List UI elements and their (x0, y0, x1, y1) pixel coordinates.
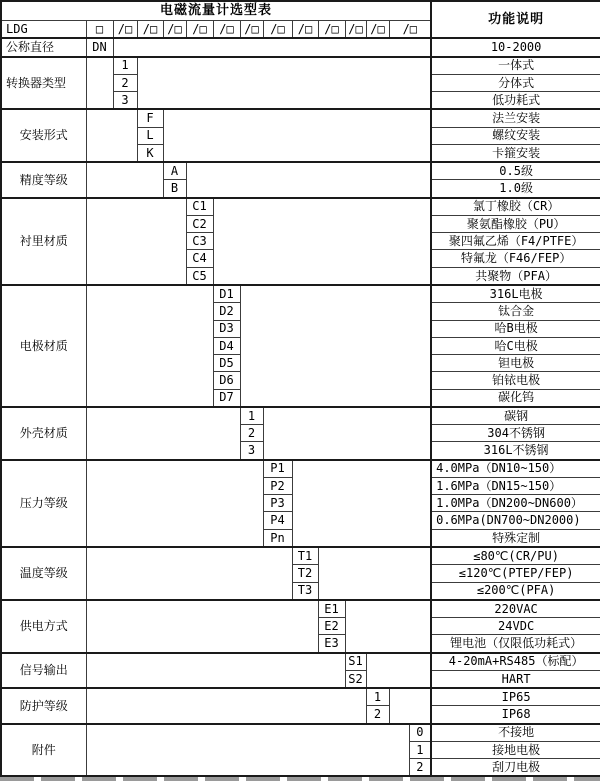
option-code-cell: D1 (213, 285, 240, 303)
option-desc-cell: 4.0MPa（DN10~150） (431, 460, 600, 478)
section-row (1, 724, 600, 742)
option-desc-cell: 钛合金 (431, 303, 600, 320)
option-desc-cell: 锂电池（仅限低功耗式） (431, 635, 600, 653)
option-code-cell: D2 (213, 303, 240, 320)
option-code-cell: C3 (186, 233, 213, 250)
option-desc-cell: 316L不锈钢 (431, 442, 600, 460)
option-desc-cell: IP65 (431, 688, 600, 706)
model-code-box: /□ (137, 21, 163, 39)
section-row (1, 653, 600, 671)
section-label: 防护等级 (1, 688, 86, 724)
option-desc-cell: ≤120℃(PTEP/FEP) (431, 565, 600, 582)
model-code-box: /□ (186, 21, 213, 39)
option-desc-cell: 24VDC (431, 618, 600, 635)
option-code-cell: 3 (240, 442, 263, 460)
model-code-box: /□ (345, 21, 366, 39)
section-row (1, 162, 600, 180)
section-row (1, 57, 600, 75)
empty-left-cell (86, 600, 318, 653)
option-desc-cell: 聚氨酯橡胶（PU） (431, 215, 600, 232)
option-desc-cell: 氯丁橡胶（CR） (431, 198, 600, 216)
option-code-cell: 2 (240, 425, 263, 442)
model-code-first-box: □ (86, 21, 113, 39)
option-code-cell: 3 (113, 92, 137, 110)
option-code-cell: T3 (292, 582, 318, 600)
option-code-cell: B (163, 180, 186, 198)
section-label: 压力等级 (1, 460, 86, 547)
option-desc-cell: 分体式 (431, 74, 600, 91)
option-code-cell: D7 (213, 389, 240, 407)
option-desc-cell: 聚四氟乙烯（F4/PTFE） (431, 233, 600, 250)
option-code-cell: C5 (186, 267, 213, 285)
empty-right-cell (137, 57, 431, 110)
section-label: 转换器类型 (1, 57, 86, 110)
section-label: 外壳材质 (1, 407, 86, 460)
option-code-cell: C1 (186, 198, 213, 216)
section-row (1, 198, 600, 216)
function-desc-header: 功能说明 (431, 1, 600, 38)
option-code-cell: S1 (345, 653, 366, 671)
model-code-box: /□ (113, 21, 137, 39)
model-code-box: /□ (263, 21, 292, 39)
option-code-cell: 2 (113, 74, 137, 91)
option-code-cell: C2 (186, 215, 213, 232)
section-label: 衬里材质 (1, 198, 86, 285)
option-code-cell: C4 (186, 250, 213, 267)
section-row (1, 547, 600, 565)
page-break-divider (0, 777, 600, 781)
option-code-cell: 2 (409, 759, 431, 777)
option-desc-cell: 不接地 (431, 724, 600, 742)
option-code-cell: P2 (263, 477, 292, 494)
model-code-box: /□ (213, 21, 240, 39)
empty-right-cell (113, 38, 431, 56)
empty-left-cell (86, 198, 186, 285)
empty-left-cell (86, 109, 137, 162)
option-desc-cell: 特氟龙（F46/FEP） (431, 250, 600, 267)
section-label: 附件 (1, 724, 86, 777)
option-desc-cell: ≤80℃(CR/PU) (431, 547, 600, 565)
option-code-cell: 1 (366, 688, 389, 706)
option-code-cell: T2 (292, 565, 318, 582)
option-code-cell: E2 (318, 618, 345, 635)
option-desc-cell: 一体式 (431, 57, 600, 75)
option-code-cell: F (137, 109, 163, 127)
section-row (1, 285, 600, 303)
option-code-cell: Pn (263, 529, 292, 547)
option-desc-cell: 卡箍安装 (431, 144, 600, 162)
section-label: 温度等级 (1, 547, 86, 600)
option-desc-cell: 碳化钨 (431, 389, 600, 407)
empty-left-cell (86, 688, 366, 724)
model-code-box: /□ (318, 21, 345, 39)
empty-right-cell (389, 688, 431, 724)
option-code-cell: S2 (345, 670, 366, 688)
title-row (1, 1, 600, 21)
option-desc-cell: IP68 (431, 706, 600, 724)
option-desc-cell: 1.0MPa（DN200~DN600） (431, 495, 600, 512)
section-row (1, 38, 600, 56)
option-desc-cell: 316L电极 (431, 285, 600, 303)
section-label: 电极材质 (1, 285, 86, 407)
option-desc-cell: 特殊定制 (431, 529, 600, 547)
option-desc-cell: 低功耗式 (431, 92, 600, 110)
empty-right-cell (263, 407, 431, 460)
model-code-box: /□ (389, 21, 431, 39)
empty-left-cell (86, 285, 213, 407)
model-code-box: /□ (292, 21, 318, 39)
option-code-cell: D6 (213, 372, 240, 389)
section-label: 公称直径 (1, 38, 86, 56)
option-code-cell: DN (86, 38, 113, 56)
option-desc-cell: 铂铱电极 (431, 372, 600, 389)
section-label: 信号输出 (1, 653, 86, 689)
option-code-cell: L (137, 127, 163, 144)
option-desc-cell: 1.6MPa（DN15~150） (431, 477, 600, 494)
model-code-box: /□ (163, 21, 186, 39)
empty-right-cell (366, 653, 431, 689)
option-desc-cell: 刮刀电极 (431, 759, 600, 777)
option-desc-cell: 哈B电极 (431, 320, 600, 337)
option-desc-cell: 钽电极 (431, 355, 600, 372)
option-code-cell: A (163, 162, 186, 180)
empty-right-cell (292, 460, 431, 547)
empty-left-cell (86, 57, 113, 110)
option-code-cell: K (137, 144, 163, 162)
option-desc-cell: 10-2000 (431, 38, 600, 56)
empty-right-cell (186, 162, 431, 198)
empty-right-cell (345, 600, 431, 653)
option-code-cell: 0 (409, 724, 431, 742)
empty-left-cell (86, 653, 345, 689)
model-code-prefix: LDG (1, 21, 86, 39)
empty-right-cell (163, 109, 431, 162)
model-code-box: /□ (240, 21, 263, 39)
empty-right-cell (318, 547, 431, 600)
option-code-cell: D4 (213, 337, 240, 354)
empty-left-cell (86, 407, 240, 460)
option-code-cell: E1 (318, 600, 345, 618)
option-code-cell: 1 (240, 407, 263, 425)
section-label: 安装形式 (1, 109, 86, 162)
option-code-cell: P1 (263, 460, 292, 478)
option-code-cell: P4 (263, 512, 292, 529)
option-desc-cell: HART (431, 670, 600, 688)
option-code-cell: 2 (366, 706, 389, 724)
empty-right-cell (213, 198, 431, 285)
empty-left-cell (86, 547, 292, 600)
option-desc-cell: 0.6MPa(DN700~DN2000) (431, 512, 600, 529)
option-desc-cell: 螺纹安装 (431, 127, 600, 144)
option-code-cell: 1 (409, 741, 431, 758)
option-desc-cell: 1.0级 (431, 180, 600, 198)
option-code-cell: 1 (113, 57, 137, 75)
empty-right-cell (240, 285, 431, 407)
section-row (1, 109, 600, 127)
model-code-box: /□ (366, 21, 389, 39)
option-desc-cell: ≤200℃(PFA) (431, 582, 600, 600)
option-desc-cell: 法兰安装 (431, 109, 600, 127)
section-row (1, 407, 600, 425)
option-code-cell: E3 (318, 635, 345, 653)
section-label: 精度等级 (1, 162, 86, 198)
option-desc-cell: 共聚物（PFA） (431, 267, 600, 285)
option-code-cell: D3 (213, 320, 240, 337)
option-code-cell: D5 (213, 355, 240, 372)
section-label: 供电方式 (1, 600, 86, 653)
section-row (1, 460, 600, 478)
option-desc-cell: 4-20mA+RS485（标配） (431, 653, 600, 671)
empty-left-cell (86, 724, 409, 777)
option-desc-cell: 304不锈钢 (431, 425, 600, 442)
option-code-cell: T1 (292, 547, 318, 565)
empty-left-cell (86, 162, 163, 198)
table-title: 电磁流量计选型表 (1, 1, 431, 21)
option-desc-cell: 接地电极 (431, 741, 600, 758)
empty-left-cell (86, 460, 263, 547)
section-row (1, 688, 600, 706)
section-row (1, 600, 600, 618)
option-desc-cell: 0.5级 (431, 162, 600, 180)
option-desc-cell: 哈C电极 (431, 337, 600, 354)
option-desc-cell: 碳钢 (431, 407, 600, 425)
option-desc-cell: 220VAC (431, 600, 600, 618)
option-code-cell: P3 (263, 495, 292, 512)
